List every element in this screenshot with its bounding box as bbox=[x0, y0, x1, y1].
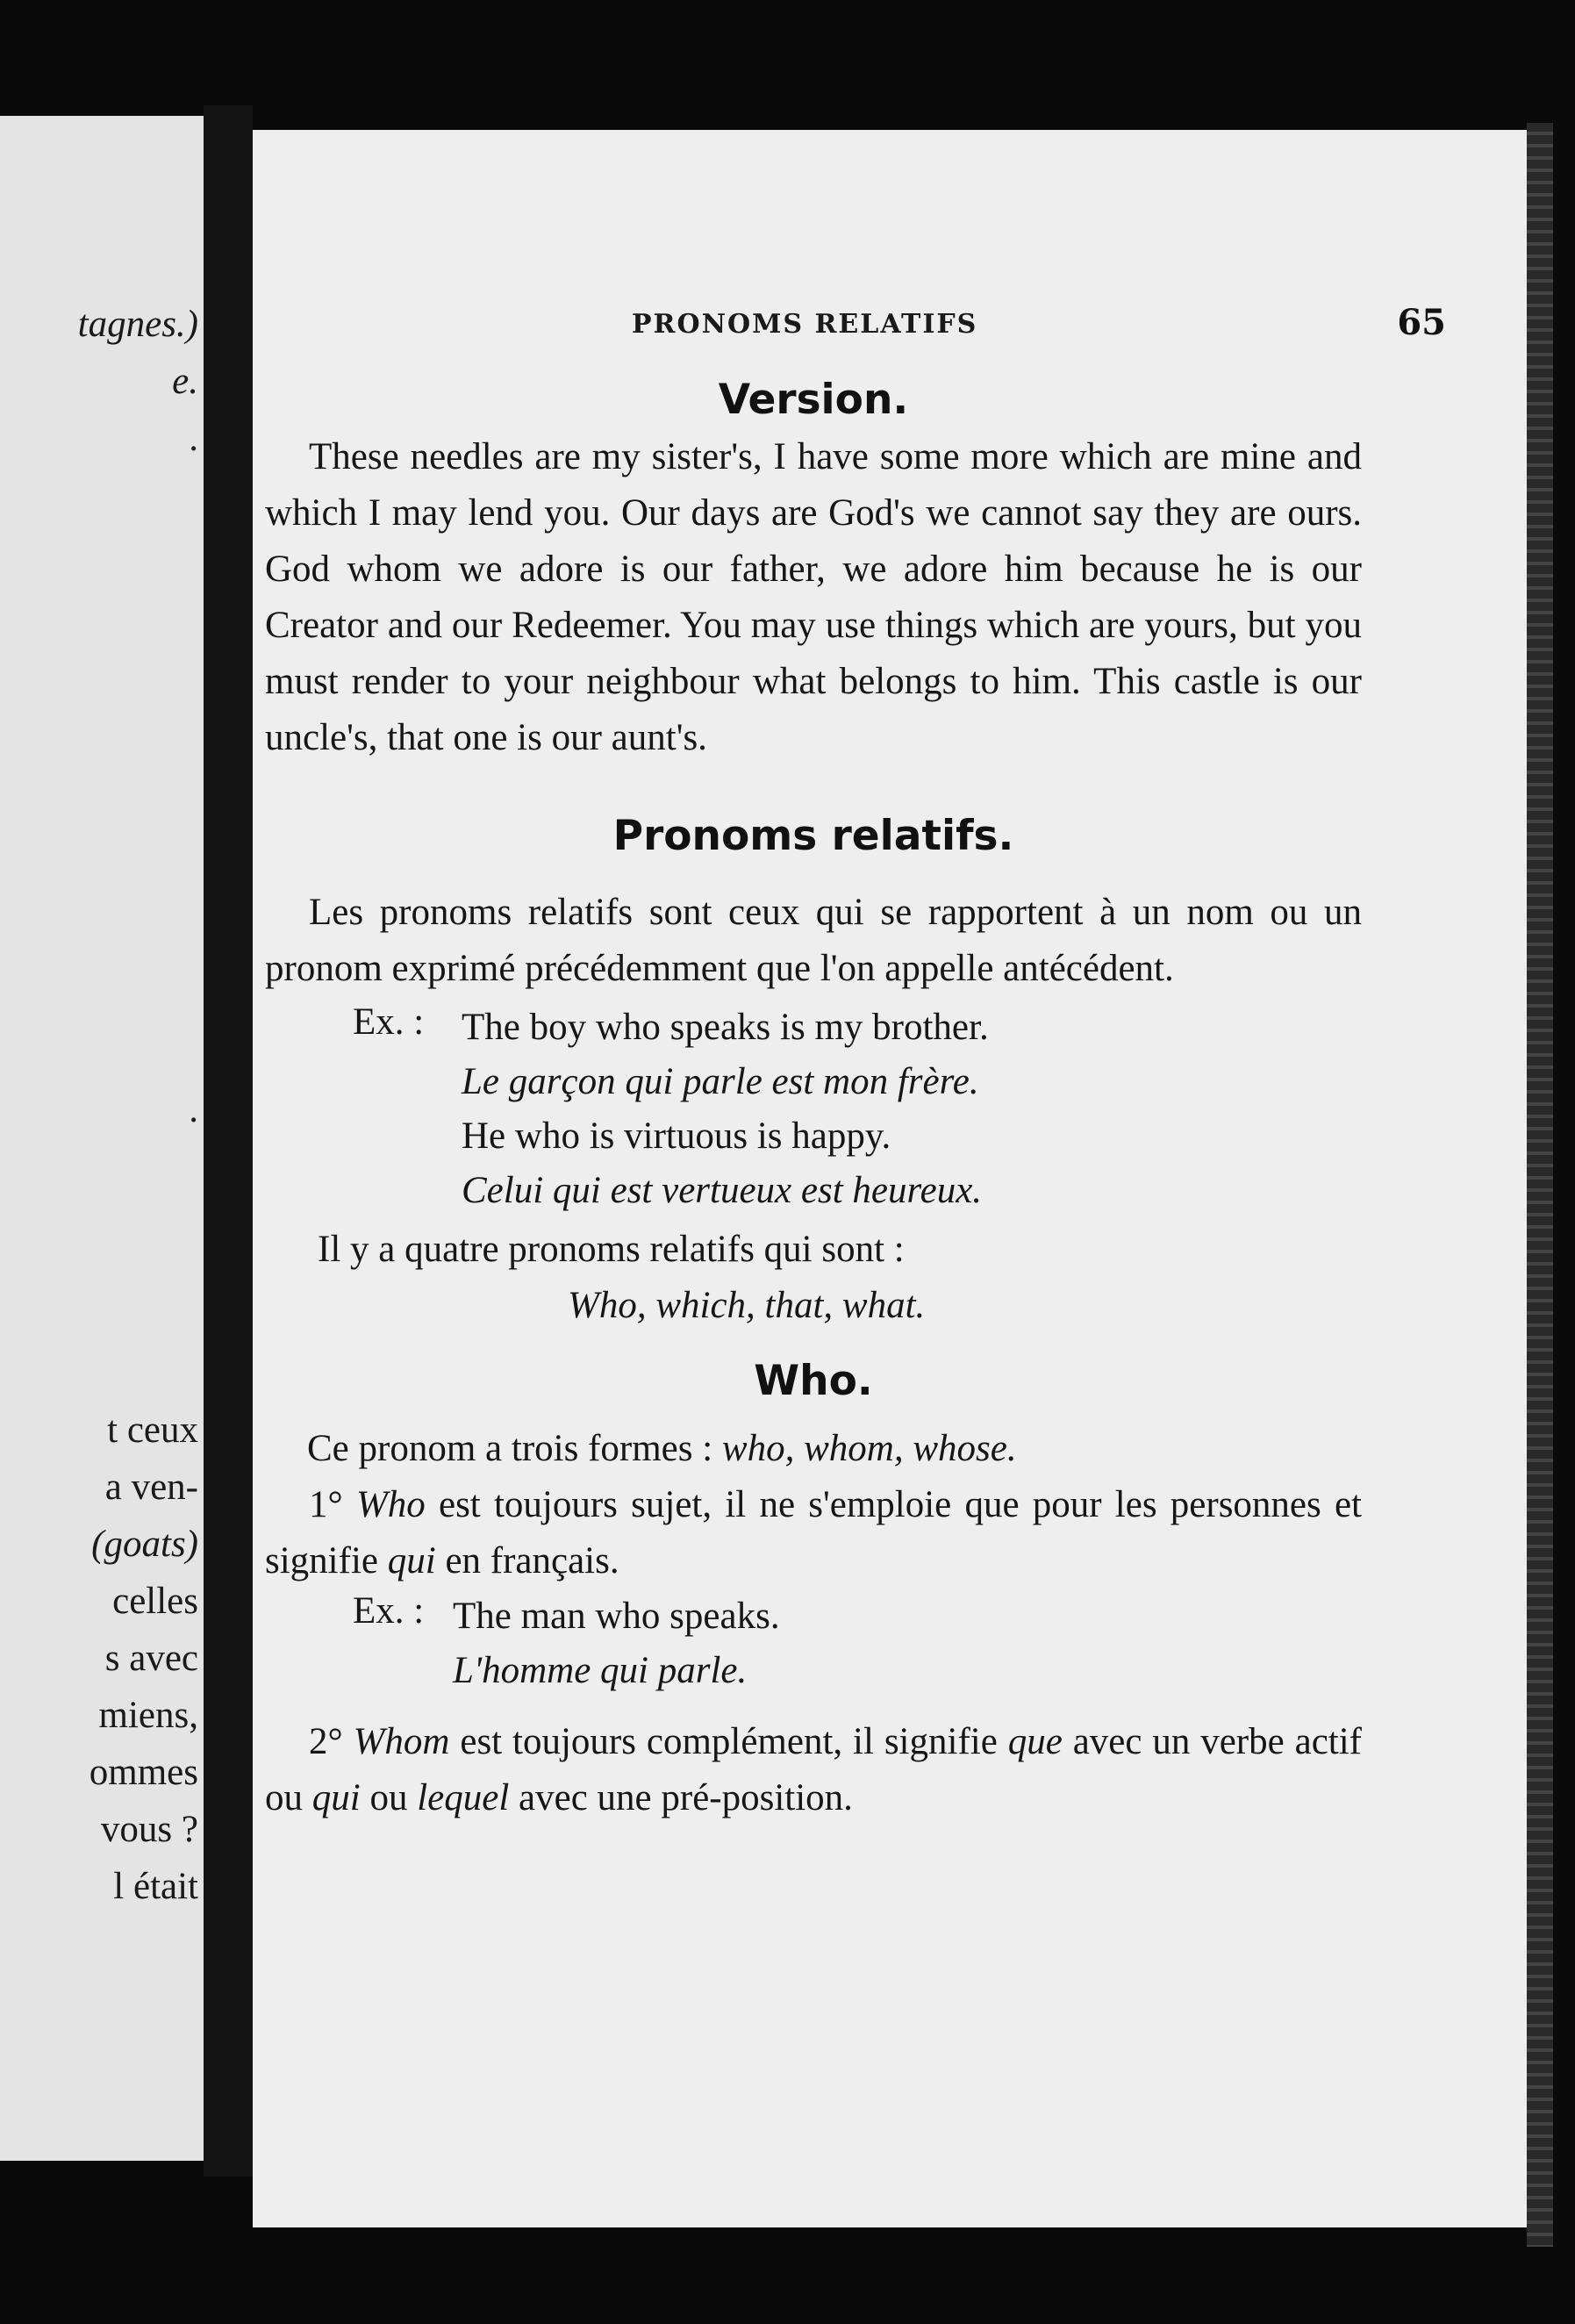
who-examples bbox=[265, 1589, 1362, 1698]
pronoms-heading: Pronoms relatifs. bbox=[612, 812, 1014, 860]
example-label: Ex. : bbox=[353, 1001, 425, 1043]
rule-text: est toujours complément, il signifie bbox=[449, 1721, 1008, 1762]
example-line: He who is virtuous is happy. bbox=[462, 1115, 891, 1157]
left-page-line: . bbox=[189, 1089, 198, 1130]
pronoms-definition: Les pronoms relatifs sont ceux qui se rapportent à un nom ou un pronom exprimé précédemment que l'on appelle antécédent. bbox=[265, 892, 1362, 989]
who-forms bbox=[265, 1421, 1362, 1477]
left-page-line: tagnes.) bbox=[77, 304, 198, 345]
pronoms-examples bbox=[265, 1001, 1362, 1218]
pronoms-section bbox=[265, 812, 1362, 1334]
left-page-line: a ven- bbox=[104, 1467, 198, 1508]
book-spine bbox=[204, 105, 253, 2177]
page-header bbox=[253, 302, 1527, 346]
rule-text: en français. bbox=[435, 1540, 619, 1582]
rule-text: ou bbox=[360, 1777, 418, 1818]
version-heading: Version. bbox=[718, 376, 909, 424]
left-page bbox=[0, 116, 204, 2161]
example-line: The man who speaks. bbox=[453, 1596, 780, 1637]
who-rule-1 bbox=[265, 1477, 1362, 1589]
page-edge bbox=[1527, 123, 1553, 2247]
rule-word-que: que bbox=[1007, 1721, 1063, 1762]
rule-word-qui: qui bbox=[311, 1777, 361, 1818]
relative-pronoun-list: Who, which, that, what. bbox=[568, 1285, 926, 1326]
left-page-line: s avec bbox=[104, 1638, 198, 1679]
count-sentence: Il y a quatre pronoms relatifs qui sont : bbox=[318, 1229, 905, 1270]
left-page-line: vous ? bbox=[100, 1809, 198, 1850]
rule-text: avec une pré-position. bbox=[509, 1777, 853, 1818]
rule-text: avec un verbe actif ou bbox=[265, 1721, 1362, 1818]
left-page-line: . bbox=[189, 418, 198, 459]
left-page-line: l était bbox=[113, 1866, 198, 1907]
page-content bbox=[265, 376, 1362, 1826]
who-forms-list: who, whom, whose. bbox=[721, 1428, 1017, 1469]
example-line: Celui qui est vertueux est heureux. bbox=[462, 1170, 983, 1211]
left-page-line: celles bbox=[112, 1581, 198, 1622]
example-line: Le garçon qui parle est mon frère. bbox=[462, 1061, 979, 1102]
left-page-line: (goats) bbox=[91, 1524, 198, 1565]
left-page-line: t ceux bbox=[107, 1409, 198, 1451]
left-page-line: miens, bbox=[98, 1695, 198, 1736]
rule-word-lequel: lequel bbox=[417, 1777, 510, 1818]
page-number: 65 bbox=[1397, 302, 1446, 343]
rule-number: 2° bbox=[309, 1721, 343, 1762]
version-section bbox=[265, 376, 1362, 766]
example-line: L'homme qui parle. bbox=[453, 1650, 748, 1691]
version-text: These needles are my sister's, I have some more which are mine and which I may lend you. Our days are God's we cannot say they are ours. God whom we adore is our father, we adore him because he is our Creator and our Redeemer. You may use things which are yours, but you must render to your neighbour what belongs to him. This castle is our uncle's, that one is our aunt's. bbox=[265, 436, 1362, 758]
rule-number: 1° bbox=[309, 1484, 343, 1525]
left-page-line: e. bbox=[172, 361, 198, 402]
rule-word-qui: qui bbox=[387, 1540, 436, 1582]
example-line: The boy who speaks is my brother. bbox=[462, 1007, 989, 1048]
rule-word: Who bbox=[355, 1484, 426, 1525]
right-page bbox=[253, 130, 1527, 2227]
example-label: Ex. : bbox=[353, 1590, 425, 1632]
rule-text: est toujours sujet, il ne s'emploie que pour les personnes et signifie bbox=[265, 1484, 1363, 1582]
left-page-line: ommes bbox=[89, 1752, 198, 1793]
who-section bbox=[265, 1357, 1362, 1826]
who-rule-2 bbox=[265, 1714, 1362, 1826]
running-title: PRONOMS RELATIFS bbox=[632, 309, 978, 340]
who-forms-prefix: Ce pronom a trois formes : bbox=[307, 1428, 722, 1469]
rule-word: Whom bbox=[353, 1721, 450, 1762]
who-heading: Who. bbox=[754, 1357, 873, 1405]
